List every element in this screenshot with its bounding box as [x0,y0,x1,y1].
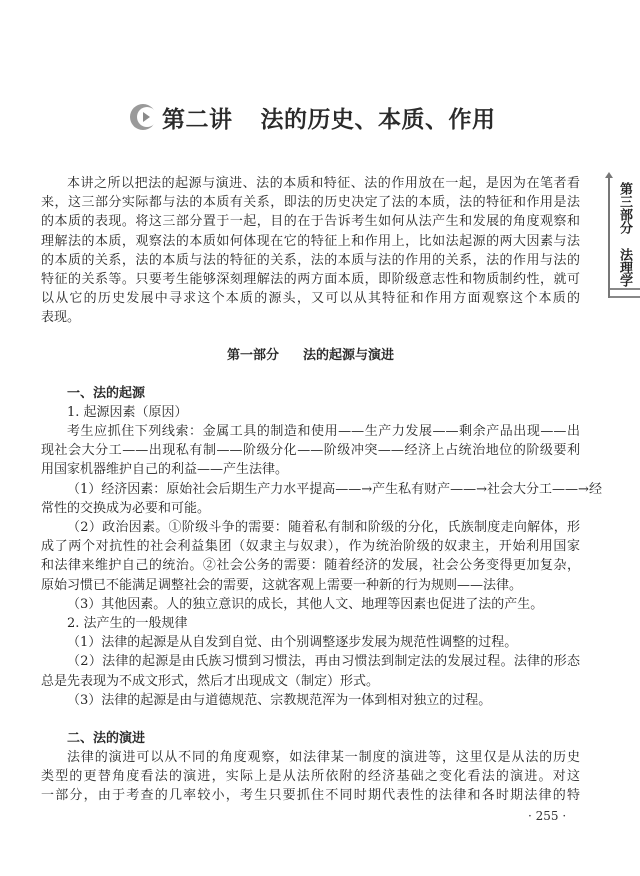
text-line: 类型的更替角度看法的演进，实际上是从法所依附的经济基础之变化看法的演进。对这 [41,769,580,785]
text-line: 一部分，由于考查的几率较小，考生只要抓住不同时期代表性的法律和各时期法律的特 [41,788,580,804]
text-line: 总是先表现为不成文形式，然后才出现成文（制定）形式。 [41,673,380,689]
section-heading: 二、法的演进 [67,730,146,746]
text-line: 以从它的历史发展中寻求这个本质的源头，又可以从其特征和作用方面观察这个本质的 [41,291,580,307]
page-body [41,174,602,806]
text-line: 本讲之所以把法的起源与演进、法的本质和特征、法的作用放在一起，是因为在笔者看 [67,176,580,191]
text-line: （3）其他因素。人的独立意识的成长，其他人文、地理等因素也促进了法的产生。 [67,596,544,612]
section-heading: 一、法的起源 [67,385,146,401]
text-line: 用国家机器维护自己的利益——产生法律。 [41,462,289,478]
side-tab-bars [610,288,640,298]
text-line: 表现。 [41,310,81,326]
lecture-title [130,101,496,133]
text-line: 理解法的本质，观察法的本质如何体现在它的特征上和作用上，比如法起源的两大因素与法 [41,233,580,249]
tab-arrow-icon [605,172,613,178]
lecture-title-text [162,101,496,134]
text-line: 的本质的表现。将这三部分置于一起，目的在于告诉考生如何从法产生和发展的角度观察和 [41,214,580,230]
side-tab-subject: 法理学 [617,248,632,287]
text-line: 考生应抓住下列线索：金属工具的制造和使用——生产力发展——剩余产品出现——出 [67,424,580,440]
lecture-topic: 法的历史、本质、作用 [260,105,496,133]
part-title: 法的起源与演进 [303,347,395,363]
text-line: 现社会大分工——出现私有制——阶级分化——阶级冲突——经济上占统治地位的阶级要利 [41,443,580,459]
text-line: 和法律来维护自己的统治。②社会公务的需要：随着经济的发展，社会公务变得更加复杂， [41,558,580,574]
section-origin [41,384,602,710]
text-line: 特征的关系等。只要考生能够深刻理解法的两方面本质，即阶级意志性和物质制约性，就可 [41,271,580,287]
text-line: （3）法律的起源是由与道德规范、宗教规范浑为一体到相对独立的过程。 [67,692,492,708]
text-line: （2）政治因素。①阶级斗争的需要：随着私有制和阶级的分化，氏族制度走向解体，形 [67,520,580,536]
text-line: （1）经济因素：原始社会后期生产力水平提高——→产生私有财产——→社会大分工——→经 [67,481,602,497]
part-heading [41,346,580,365]
text-line: 成了两个对抗性的社会利益集团（奴隶主与奴隶），作为统治阶级的奴隶主，开始利用国家 [41,539,580,555]
text-line: 来，这三部分实际都与法的本质有关系，即法的历史决定了法的本质，法的特征和作用是法 [41,195,580,211]
text-line: 原始习惯已不能满足调整社会的需要，这就客观上需要一种新的行为规则——法律。 [41,577,523,593]
text-line: 的本质的关系，法的本质与法的特征的关系，法的本质与法的作用的关系，法的作用与法的 [41,252,580,268]
text-line: （2）法律的起源是由氏族习惯到习惯法，再由习惯法到制定法的发展过程。法律的形态 [67,654,580,670]
lecture-number: 第二讲 [162,105,233,133]
text-line: （1）法律的起源是从自发到自觉、由个别调整逐步发展为规范性调整的过程。 [67,635,518,651]
page-number: · 255 · [528,809,567,823]
intro-paragraph [41,174,580,328]
crescent-play-icon [130,104,156,130]
side-tab-part: 第三部分 [617,182,632,234]
subheading: 2. 法产生的一般规律 [67,615,188,631]
section-evolution [41,729,580,806]
text-line: 常性的交换成为必要和可能。 [41,500,211,516]
part-label: 第一部分 [226,347,279,363]
part-side-tab [608,176,640,298]
subheading: 1. 起源因素（原因） [67,404,188,420]
text-line: 法律的演进可以从不同的角度观察，如法律某一制度的演进等，这里仅是从法的历史 [67,750,580,766]
